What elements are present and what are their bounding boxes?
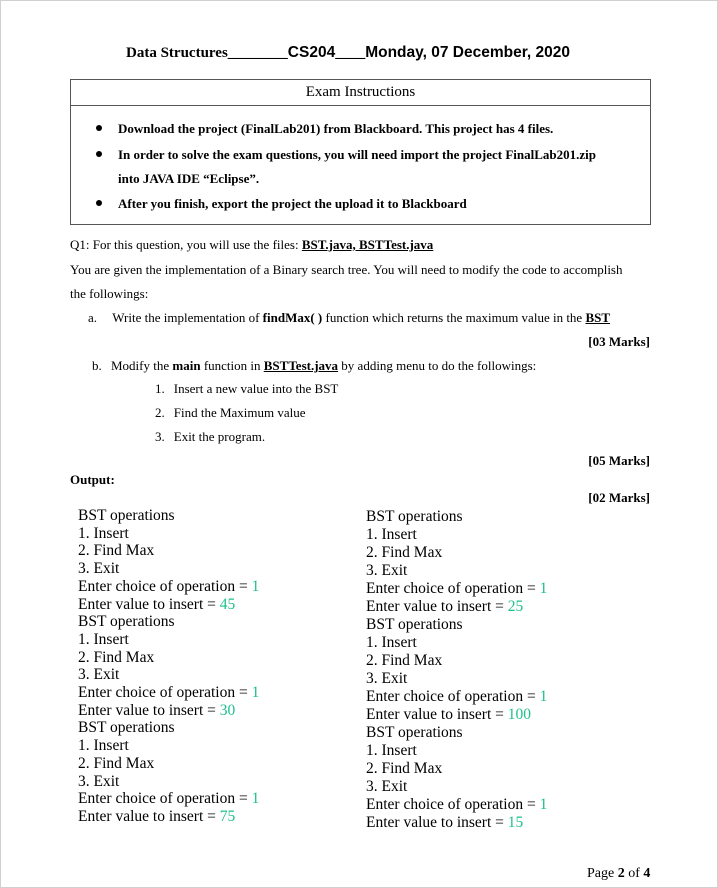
exam-date: Monday, 07 December, 2020 (365, 44, 570, 61)
part-text: by adding menu to do the followings: (338, 358, 537, 373)
bullet-icon (96, 151, 102, 157)
instruction-item (96, 196, 467, 212)
input-value: 1 (539, 796, 548, 813)
menu-item (155, 405, 306, 421)
console-line (366, 688, 547, 706)
instructions-title: Exam Instructions (71, 80, 650, 106)
prompt-text: Enter value to insert = (366, 706, 508, 723)
console-line: 2. Find Max (366, 544, 443, 561)
console-line (78, 596, 259, 614)
function-name: findMax( ) (262, 310, 323, 325)
console-line: 3. Exit (78, 666, 120, 684)
console-line: BST operations (366, 616, 463, 633)
console-line: 2. Find Max (366, 652, 443, 669)
input-value: 15 (507, 814, 524, 831)
console-line: 1. Insert (78, 630, 129, 648)
prompt-text: Enter choice of operation = (78, 577, 252, 595)
input-value: 1 (251, 684, 260, 702)
part-text: Modify the (111, 358, 173, 373)
course-code: CS204 (287, 44, 336, 61)
console-line: 1. Insert (78, 737, 129, 755)
part-b-marks: [05 Marks] (588, 453, 650, 468)
prompt-text: Enter choice of operation = (366, 796, 540, 813)
input-value: 1 (251, 577, 260, 595)
bst-term: BST (585, 310, 611, 325)
instruction-item (96, 147, 596, 163)
prompt-text: Enter choice of operation = (366, 580, 540, 597)
console-line (78, 790, 259, 808)
prompt-text: Enter value to insert = (366, 814, 508, 831)
console-line: BST operations (366, 508, 463, 525)
console-line (78, 808, 259, 826)
prompt-text: Enter choice of operation = (366, 688, 540, 705)
q1-intro (70, 237, 433, 253)
input-value: 1 (251, 790, 260, 808)
console-line: BST operations (78, 613, 175, 631)
console-line: 1. Insert (366, 526, 417, 543)
prompt-text: Enter value to insert = (366, 598, 508, 615)
prompt-text: Enter choice of operation = (78, 790, 252, 808)
part-a-marks: [03 Marks] (588, 334, 650, 349)
console-line (78, 578, 259, 596)
menu-item-text: Insert a new value into the BST (173, 381, 339, 396)
console-line (78, 702, 259, 720)
console-line (366, 814, 547, 832)
console-line (366, 796, 547, 814)
menu-item-number: 3. (155, 429, 165, 444)
prompt-text: Enter value to insert = (78, 807, 220, 825)
console-line: BST operations (78, 507, 175, 524)
console-output-left (78, 507, 259, 826)
console-line: 2. Find Max (366, 760, 443, 777)
header-separator: ________ (227, 45, 288, 61)
part-label: a. (88, 310, 98, 325)
q1-description: You are given the implementation of a Binary search tree. You will need to modify the code to accomplish (70, 262, 623, 277)
menu-item-text: Find the Maximum value (173, 405, 306, 420)
q1-files: BST.java, BSTTest.java (301, 237, 434, 252)
console-line: BST operations (366, 724, 463, 741)
console-line: 3. Exit (78, 772, 120, 790)
prompt-text: Enter value to insert = (78, 595, 220, 613)
console-line (78, 684, 259, 702)
menu-item-number: 1. (155, 381, 165, 396)
console-output-right (366, 508, 547, 832)
total-pages: 4 (643, 866, 651, 881)
bullet-icon (96, 125, 102, 131)
console-line: 2. Find Max (78, 542, 155, 560)
current-page: 2 (617, 866, 625, 881)
console-line: 3. Exit (78, 560, 120, 578)
console-line: BST operations (78, 719, 175, 737)
instruction-text: In order to solve the exam questions, you will need import the project FinalLab201.zip (118, 147, 596, 162)
console-line: 1. Insert (366, 634, 417, 651)
q1-part-a (88, 310, 610, 326)
menu-item-number: 2. (155, 405, 165, 420)
console-line: 2. Find Max (78, 648, 155, 666)
part-label: b. (92, 358, 102, 373)
prompt-text: Enter value to insert = (78, 701, 220, 719)
input-value: 75 (219, 807, 236, 825)
console-line: 3. Exit (366, 562, 408, 579)
input-value: 30 (219, 701, 236, 719)
console-line: 1. Insert (366, 742, 417, 759)
instructions-box (70, 79, 651, 225)
file-name: BSTTest.java (263, 358, 339, 373)
console-line (366, 598, 547, 616)
instructions-body (71, 106, 650, 224)
q1-intro-text: Q1: For this question, you will use the files: (70, 237, 302, 252)
input-value: 45 (219, 595, 236, 613)
console-line: 2. Find Max (78, 754, 155, 772)
output-label: Output: (70, 472, 115, 487)
console-line: 1. Insert (78, 524, 129, 542)
prompt-text: Enter choice of operation = (78, 684, 252, 702)
part-text: Write the implementation of (112, 310, 263, 325)
page-label: Page (587, 866, 618, 881)
function-name: main (172, 358, 201, 373)
page-of: of (624, 866, 644, 881)
input-value: 25 (507, 598, 524, 615)
console-line: 3. Exit (366, 778, 408, 795)
menu-item-text: Exit the program. (173, 429, 266, 444)
q1-part-b (92, 358, 536, 374)
instruction-text: After you finish, export the project the upload it to Blackboard (118, 196, 467, 211)
console-line (366, 706, 547, 724)
course-name: Data Structures (126, 45, 228, 61)
exam-header (126, 44, 570, 62)
instruction-text: Download the project (FinalLab201) from Blackboard. This project has 4 files. (118, 121, 554, 136)
console-line: 3. Exit (366, 670, 408, 687)
header-separator: ____ (335, 45, 366, 61)
input-value: 100 (507, 706, 531, 723)
part-text: function in (200, 358, 264, 373)
part-text: function which returns the maximum value in the (322, 310, 586, 325)
page-number (587, 866, 650, 882)
output-marks: [02 Marks] (588, 490, 650, 505)
console-line (366, 580, 547, 598)
q1-description-continued: the followings: (70, 286, 149, 301)
input-value: 1 (539, 688, 548, 705)
input-value: 1 (539, 580, 548, 597)
menu-item (155, 429, 265, 445)
menu-item (155, 381, 338, 397)
instruction-text-continued: into JAVA IDE “Eclipse”. (118, 171, 260, 186)
instruction-item (96, 121, 553, 137)
bullet-icon (96, 200, 102, 206)
